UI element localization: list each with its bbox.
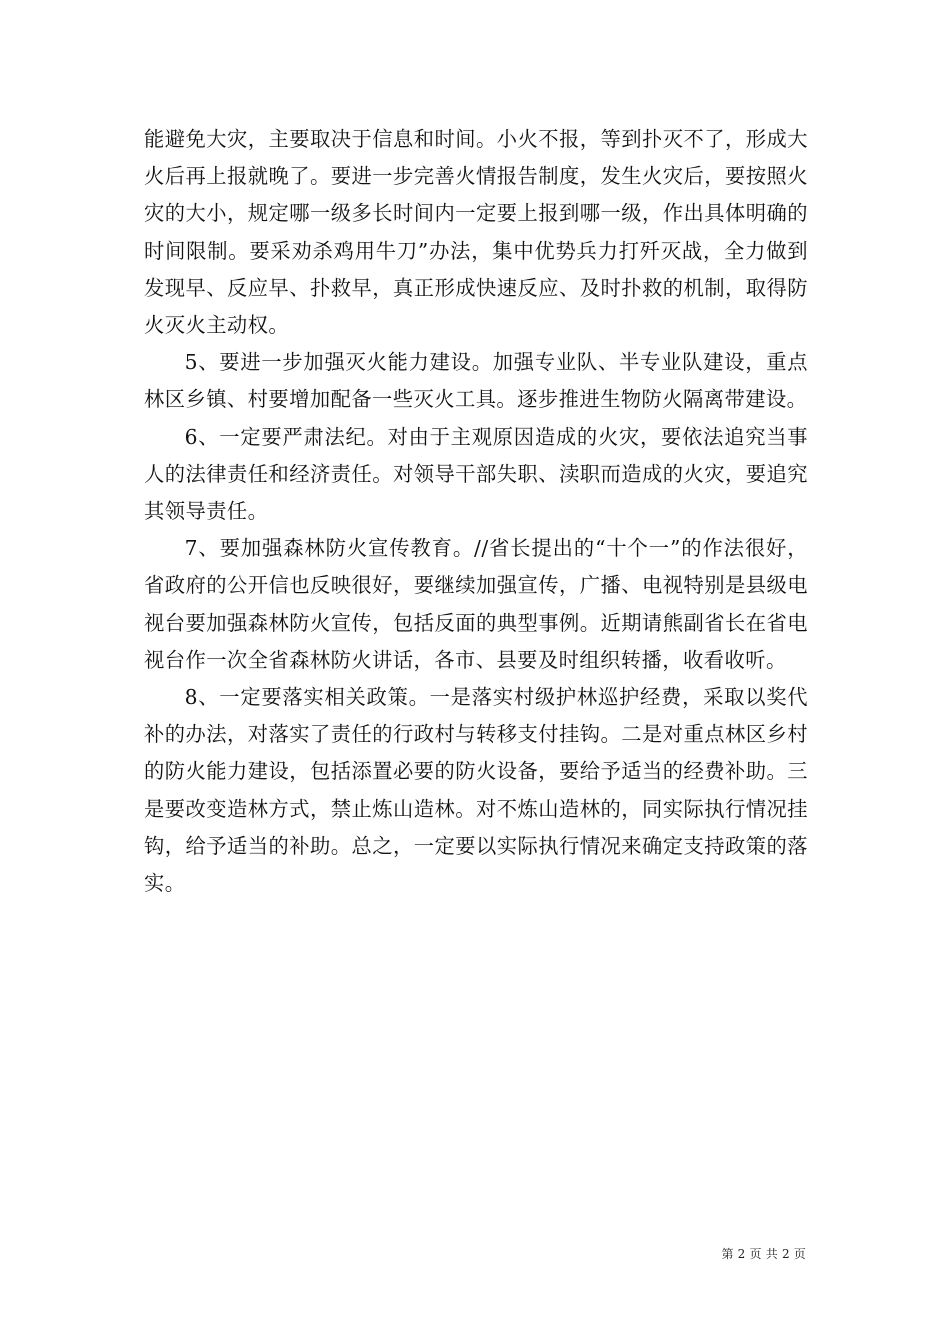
paragraph-item-7: 7、要加强森林防火宣传教育。//省长提出的“十个一”的作法很好，省政府的公开信也反映很好，要继续加强宣传，广播、电视特别是县级电视台要加强森林防火宣传，包括反面的典型事例。近期请熊副省长在省电视台作一次全省森林防火讲话，各市、县要及时组织转播，收看收听。 bbox=[144, 536, 808, 672]
paragraph-item-5: 5、要进一步加强灭火能力建设。加强专业队、半专业队建设，重点林区乡镇、村要增加配备一些灭火工具。逐步推进生物防火隔离带建设。 bbox=[144, 350, 808, 412]
paragraph-continuation: 能避免大灾，主要取决于信息和时间。小火不报，等到扑灭不了，形成大火后再上报就晚了。要进一步完善火情报告制度，发生火灾后，要按照火灾的大小，规定哪一级多长时间内一定要上报到哪一级，作出具体明确的时间限制。要采劝杀鸡用牛刀”办法，集中优势兵力打歼灭战，全力做到发现早、反应早、扑救早，真正形成快速反应、及时扑救的机制，取得防火灭火主动权。 bbox=[144, 127, 808, 338]
paragraph-item-6: 6、一定要严肃法纪。对由于主观原因造成的火灾，要依法追究当事人的法律责任和经济责任。对领导干部失职、渎职而造成的火灾，要追究其领导责任。 bbox=[144, 424, 808, 524]
paragraph-item-8: 8、一定要落实相关政策。一是落实村级护林巡护经费，采取以奖代补的办法，对落实了责任的行政村与转移支付挂钩。二是对重点林区乡村的防火能力建设，包括添置必要的防火设备，要给予适当的经费补助。三是要改变造林方式，禁止炼山造林。对不炼山造林的，同实际执行情况挂钩，给予适当的补助。总之，一定要以实际执行情况来确定支持政策的落实。 bbox=[144, 685, 808, 896]
page-footer bbox=[721, 1245, 806, 1262]
page-number-label: 第 2 页 共 2 页 bbox=[721, 1247, 806, 1261]
document-body bbox=[144, 121, 808, 902]
